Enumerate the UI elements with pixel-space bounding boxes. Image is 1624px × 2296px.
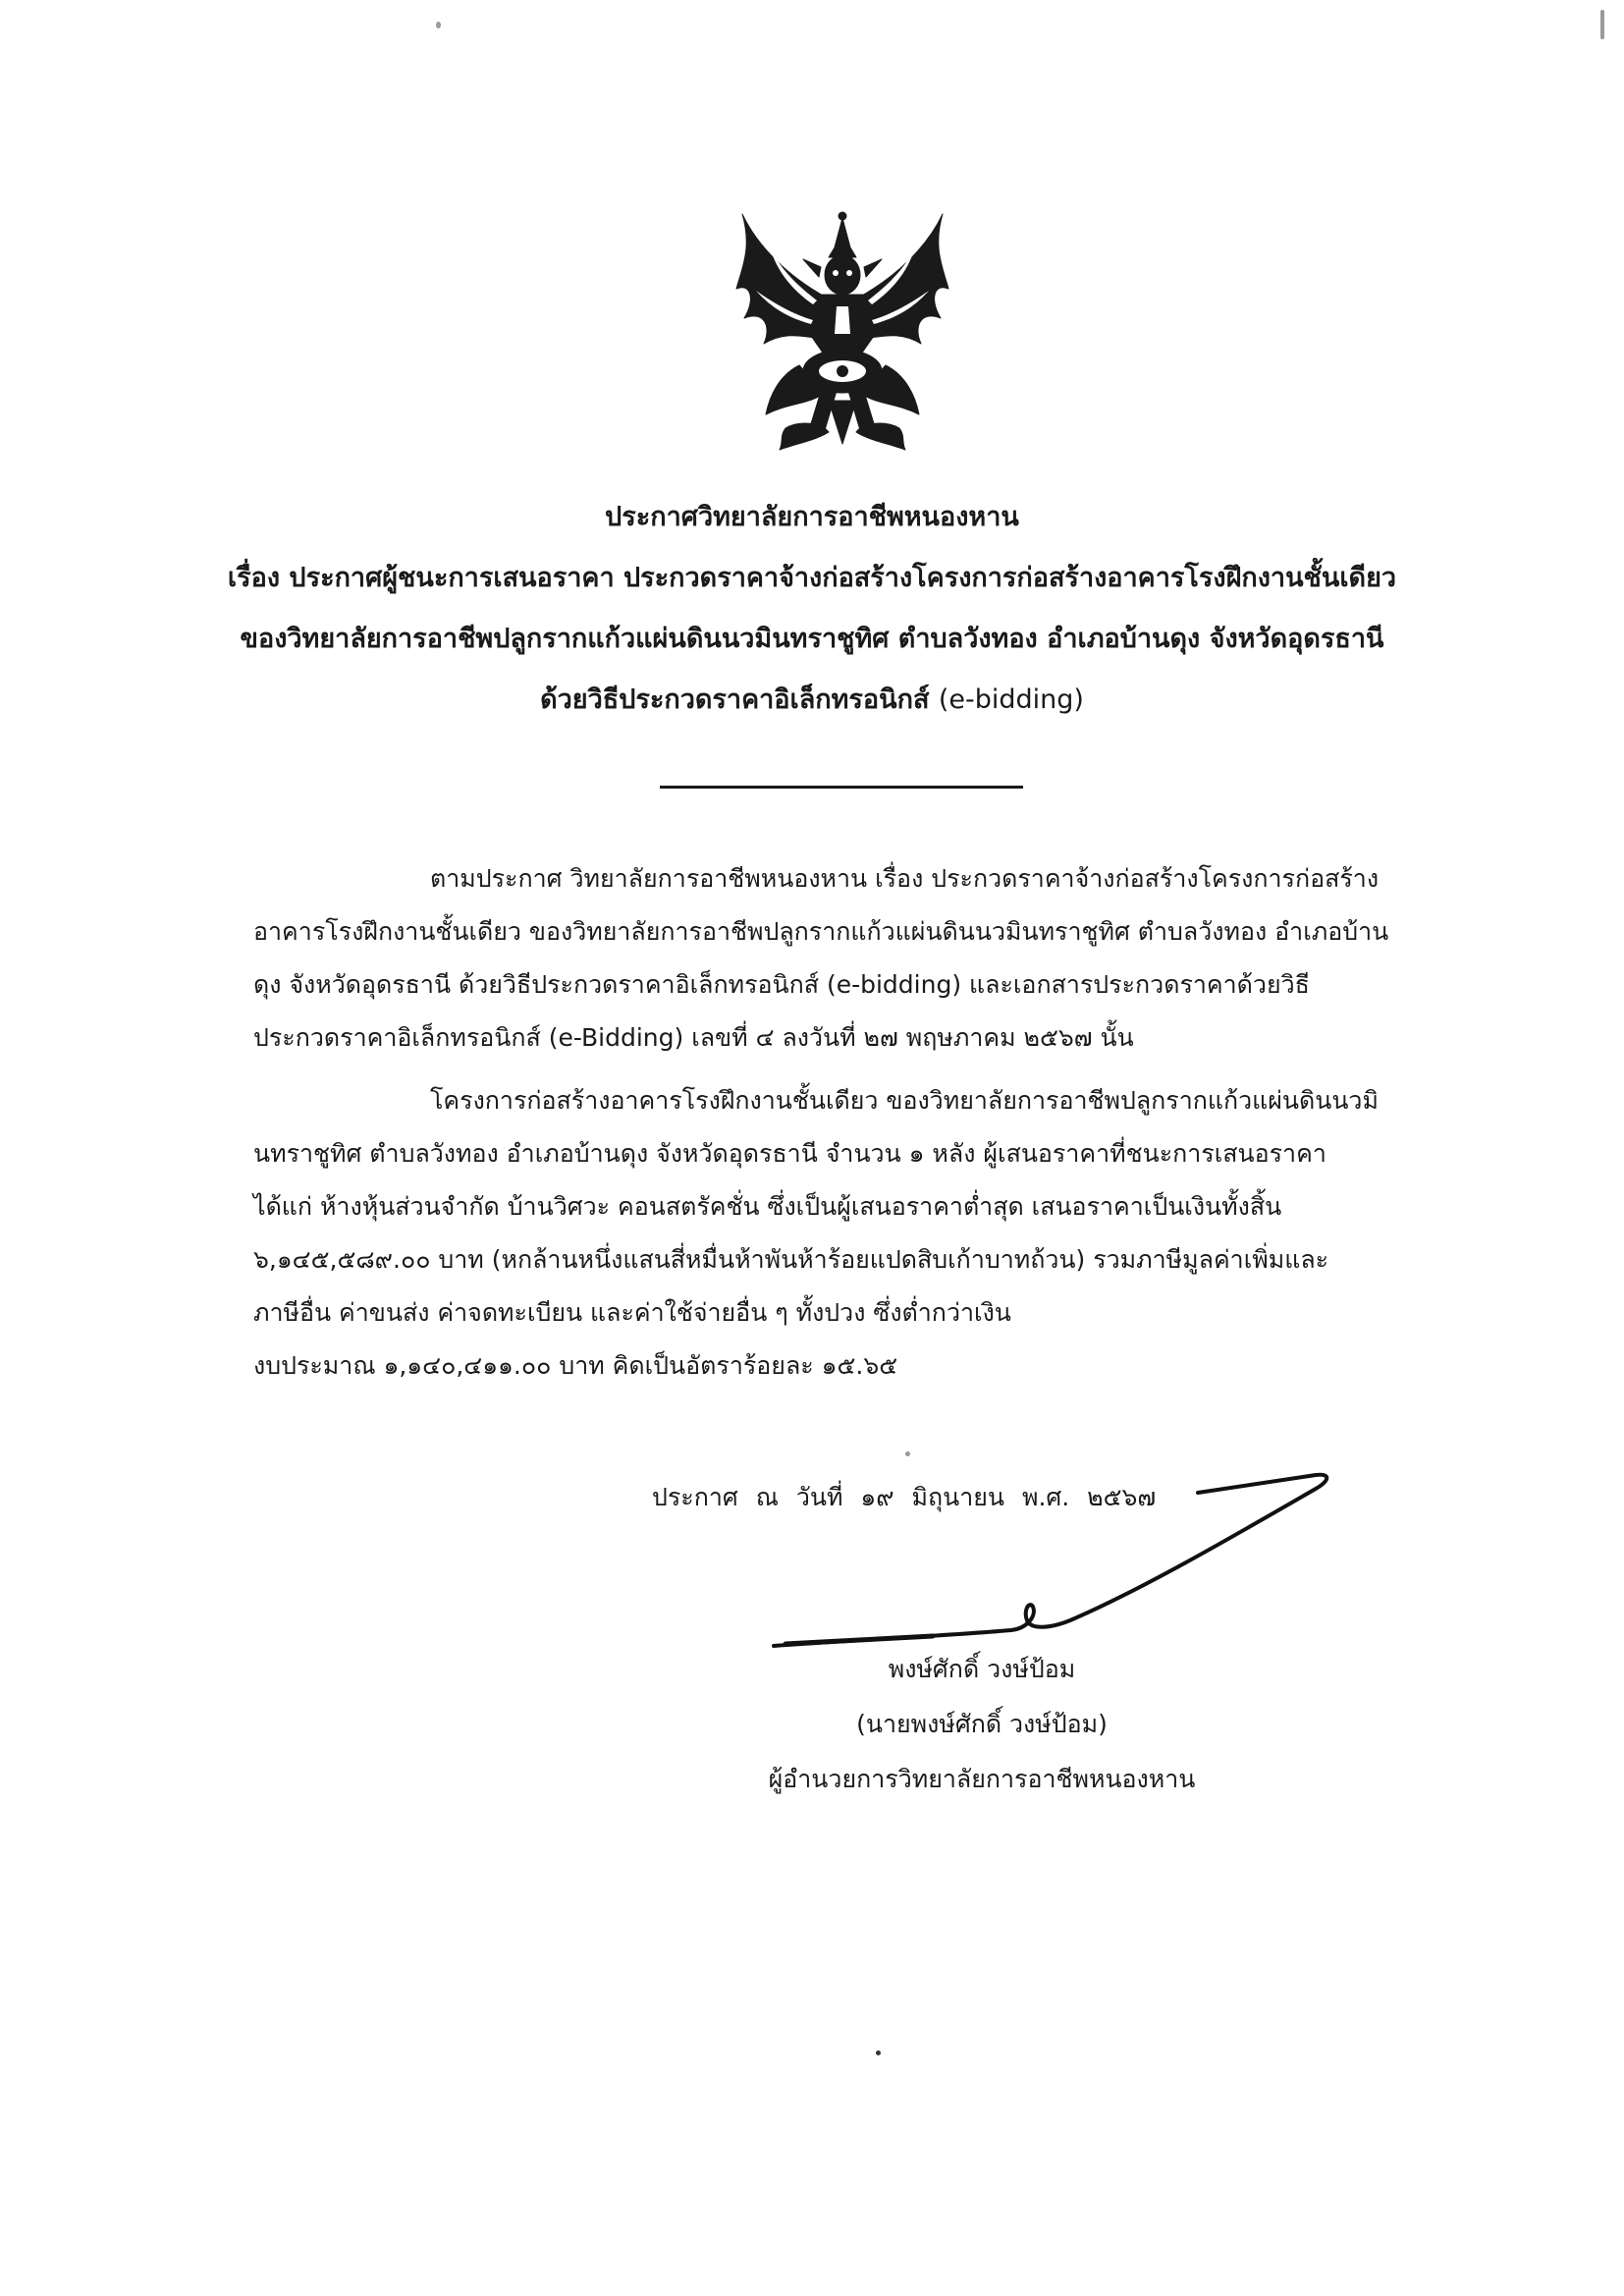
subject-line-3-thai: ด้วยวิธีประกวดราคาอิเล็กทรอนิกส์: [540, 684, 939, 715]
signatory-position: ผู้อำนวยการวิทยาลัยการอาชีพหนองหาน: [768, 1765, 1196, 1793]
paragraph-line: ๖,๑๔๕,๕๘๙.๐๐ บาท (หกล้านหนึ่งแสนสี่หมื่นห้าพันห้าร้อยแปดสิบเก้าบาทถ้วน) รวมภาษีมูลค่าเพิ่มและ: [253, 1245, 1329, 1274]
signed-name: พงษ์ศักดิ์ วงษ์ป้อม: [888, 1655, 1076, 1683]
paragraph-line: โครงการก่อสร้างอาคารโรงฝึกงานชั้นเดียว ของวิทยาลัยการอาชีพปลูกรากแก้วแผ่นดินนวมิ: [430, 1086, 1379, 1115]
paragraph-line: ตามประกาศ วิทยาลัยการอาชีพหนองหาน เรื่อง ประกวดราคาจ้างก่อสร้างโครงการก่อสร้าง: [430, 864, 1380, 893]
scan-speck: [1600, 10, 1604, 39]
announce-date: ประกาศ ณ วันที่ ๑๙ มิถุนายน พ.ศ. ๒๕๖๗: [652, 1483, 1157, 1511]
scan-speck: [905, 1451, 910, 1456]
paragraph-line: ดุง จังหวัดอุดรธานี ด้วยวิธีประกวดราคาอิเล็กทรอนิกส์ (e-bidding) และเอกสารประกวดราคาด้วยวิธี: [253, 970, 1310, 999]
handwritten-signature-icon: [766, 1463, 1345, 1669]
subject-line-1: เรื่อง ประกาศผู้ชนะการเสนอราคา ประกวดราคาจ้างก่อสร้างโครงการก่อสร้างอาคารโรงฝึกงานชั้นเดียว: [227, 563, 1397, 593]
signatory-block: [707, 1642, 1257, 1807]
subject-line-3: [147, 670, 1477, 731]
subject-line-2: ของวิทยาลัยการอาชีพปลูกรากแก้วแผ่นดินนวมินทราชูทิศ ตำบลวังทอง อำเภอบ้านดุง จังหวัดอุดรธานี: [240, 624, 1384, 654]
subject-line-3-ebidding: (e-bidding): [938, 684, 1084, 715]
paragraph-line: งบประมาณ ๑,๑๔๐,๔๑๑.๐๐ บาท คิดเป็นอัตราร้อยละ ๑๕.๖๕: [253, 1351, 898, 1380]
paragraph-2: [253, 1074, 1443, 1393]
signatory-full-name: (นายพงษ์ศักดิ์ วงษ์ป้อม): [856, 1710, 1108, 1738]
paragraph-line: นทราชูทิศ ตำบลวังทอง อำเภอบ้านดุง จังหวัดอุดรธานี จำนวน ๑ หลัง ผู้เสนอราคาที่ชนะการเสนอราคา: [253, 1139, 1326, 1168]
paragraph-line: ได้แก่ ห้างหุ้นส่วนจำกัด บ้านวิศวะ คอนสตรัคชั่น ซึ่งเป็นผู้เสนอราคาต่ำสุด เสนอราคาเป็นเงินทั้งสิ้น: [253, 1192, 1282, 1221]
title-divider: [660, 786, 1023, 789]
scan-speck: [436, 22, 441, 28]
paragraph-line: อาคารโรงฝึกงานชั้นเดียว ของวิทยาลัยการอาชีพปลูกรากแก้วแผ่นดินนวมินทราชูทิศ ตำบลวังทอง อำเภอบ้าน: [253, 917, 1389, 946]
scan-speck: [876, 2050, 881, 2055]
paragraph-line: ประกวดราคาอิเล็กทรอนิกส์ (e-Bidding) เลขที่ ๔ ลงวันที่ ๒๗ พฤษภาคม ๒๕๖๗ นั้น: [253, 1023, 1134, 1052]
paragraph-line: ภาษีอื่น ค่าขนส่ง ค่าจดทะเบียน และค่าใช้จ่ายอื่น ๆ ทั้งปวง ซึ่งต่ำกว่าเงิน: [253, 1298, 1011, 1327]
document-title: ประกาศวิทยาลัยการอาชีพหนองหาน: [605, 502, 1019, 532]
paragraph-1: [253, 852, 1443, 1065]
garuda-emblem-icon: [731, 208, 954, 454]
